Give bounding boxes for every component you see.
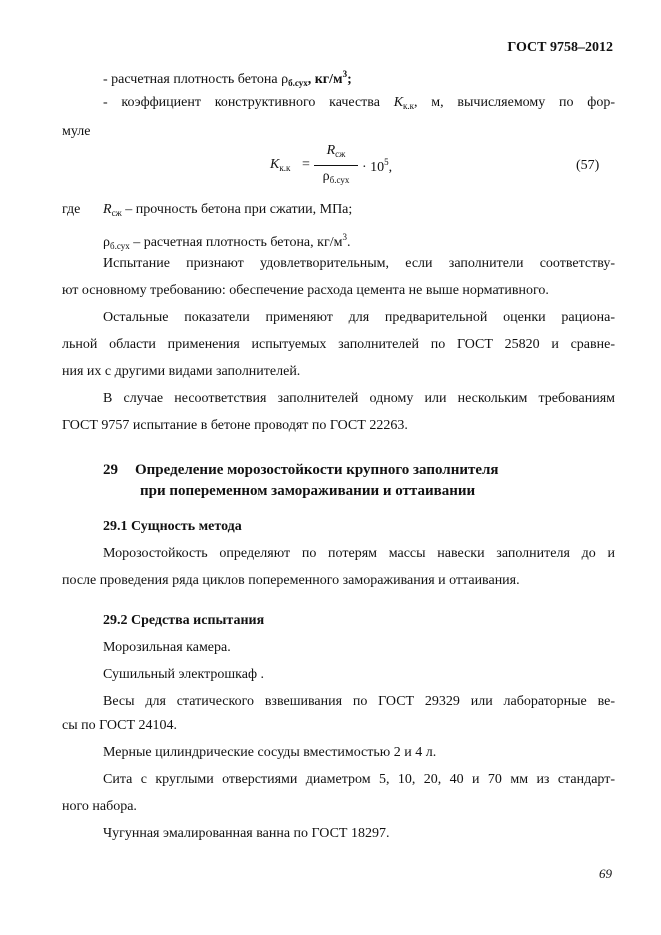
formula-denominator: $\rho_{б.сух}$ — [322, 169, 350, 185]
section-29-number: 29 — [103, 462, 118, 478]
section-29-1-line-2: после проведения ряда циклов попеременного замораживания и оттаивания. — [62, 573, 520, 588]
paragraph-2-line-2: льной области применения испытуемых заполнителей по ГОСТ 25820 и сравне- — [62, 337, 615, 352]
equipment-bath: Чугунная эмалированная ванна по ГОСТ 18297. — [103, 826, 390, 841]
formula-multiplier: · $10^5$, — [362, 157, 393, 175]
equipment-freezer: Морозильная камера. — [103, 640, 231, 655]
equipment-scales-line-2: сы по ГОСТ 24104. — [62, 718, 178, 733]
document-code: ГОСТ 9758–2012 — [507, 40, 613, 55]
where-density: $\rho_{б.сух}$ – расчетная плотность бетона, $кг/м^3$. — [103, 232, 351, 251]
equipment-vessels: Мерные цилиндрические сосуды вместимостью 2 и 4 л. — [103, 745, 437, 760]
section-29-1-title: 29.1 Сущность метода — [103, 519, 242, 534]
fraction-bar — [314, 165, 358, 166]
formula-eq: = — [302, 157, 310, 172]
paragraph-1-line-2: ют основному требованию: обеспечение расхода цемента не выше нормативного. — [62, 283, 549, 298]
paragraph-2-line-3: ния их с другими видами заполнителей. — [62, 364, 301, 379]
equipment-sieves-line-1: Сита с круглыми отверстиями диаметром 5, 10, 20, 40 и 70 мм из стандарт- — [103, 772, 615, 787]
section-29-title-line-2: при попеременном замораживании и оттаивании — [140, 483, 476, 499]
where-strength: $R_{сж}$ – прочность бетона при сжатии, МПа; — [103, 202, 353, 218]
section-29-1-line-1: Морозостойкость определяют по потерям массы навески заполнителя до и — [103, 546, 615, 561]
bullet-coefficient-cont: муле — [62, 124, 91, 139]
paragraph-1-line-1: Испытание признают удовлетворительным, если заполнители соответству- — [103, 256, 615, 271]
formula-number: (57) — [576, 158, 600, 173]
paragraph-2-line-1: Остальные показатели применяют для предварительной оценки рациона- — [103, 310, 615, 325]
equipment-sieves-line-2: ного набора. — [62, 799, 137, 814]
paragraph-3-line-1: В случае несоответствия заполнителей одному или нескольким требованиям — [103, 391, 615, 406]
equipment-scales-line-1: Весы для статического взвешивания по ГОСТ 29329 или лабораторные ве- — [103, 694, 615, 709]
bullet-density: - расчетная плотность бетона $\rho_{б.сух}$, $кг/м^3$; — [103, 69, 352, 88]
section-29-2-title: 29.2 Средства испытания — [103, 613, 265, 628]
bullet-coefficient: - коэффициент конструктивного качества $K_{к.к}$, м, вычисляемому по фор- — [103, 95, 616, 111]
formula-lhs: $K_{к.к}$ — [270, 157, 291, 173]
page-number: 69 — [599, 866, 612, 881]
section-29-title-line-1: Определение морозостойкости крупного заполнителя — [135, 462, 499, 478]
paragraph-3-line-2: ГОСТ 9757 испытание в бетоне проводят по ГОСТ 22263. — [62, 418, 408, 433]
formula-numerator: $R_{сж}$ — [326, 143, 346, 159]
where-label: где — [62, 202, 81, 217]
equipment-drying-cabinet: Сушильный электрошкаф . — [103, 667, 265, 682]
formula-57 — [270, 143, 400, 191]
